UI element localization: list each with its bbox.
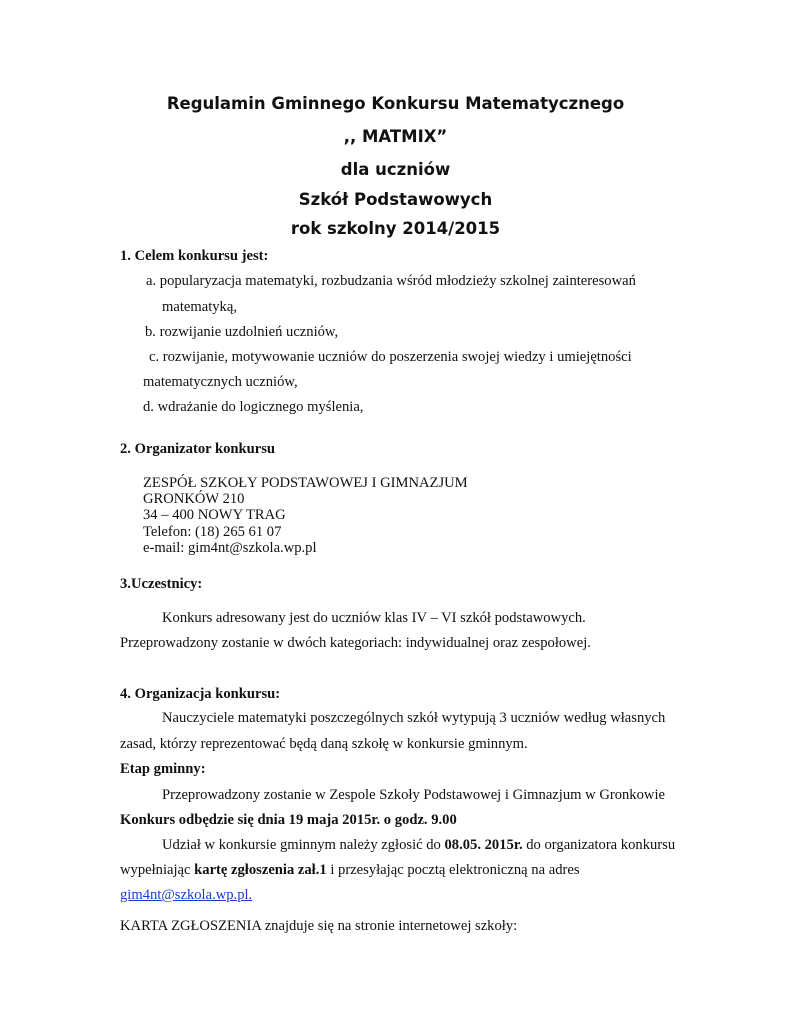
document-title-line-5: rok szkolny 2014/2015 [290,219,501,238]
section-1-item-a-continued: matematyką, [162,299,237,315]
organization-paragraph-line-2: zasad, którzy reprezentować będą daną szkołę w konkursie gminnym. [120,736,528,752]
signup-form-line [120,862,580,880]
section-3-heading: 3.Uczestnicy: [120,576,203,592]
section-1-item-d: d. wdrażanie do logicznego myślenia, [143,399,364,415]
contest-date-line: Konkurs odbędzie się dnia 19 maja 2015r. o godz. 9.00 [120,812,457,828]
organizer-email: e-mail: gim4nt@szkola.wp.pl [143,540,317,556]
stage-location-line: Przeprowadzony zostanie w Zespole Szkoły Podstawowej i Gimnazjum w Gronkowie [162,787,665,803]
signup-deadline-line [162,837,675,855]
participants-line-2: Przeprowadzony zostanie w dwóch kategoriach: indywidualnej oraz zespołowej. [120,635,591,651]
section-1-item-a: a. popularyzacja matematyki, rozbudzania wśród młodzieży szkolnej zainteresowań [146,273,636,289]
organizer-phone: Telefon: (18) 265 61 07 [143,524,282,540]
section-1-item-b: b. rozwijanie uzdolnień uczniów, [145,324,339,340]
section-2-heading: 2. Organizator konkursu [120,441,276,457]
stage-heading: Etap gminny: [120,761,206,777]
organizer-postal-code: 34 – 400 NOWY TRAG [143,507,286,523]
section-1-item-c: c. rozwijanie, motywowanie uczniów do poszerzenia swojej wiedzy i umiejętności [149,349,632,365]
document-title-line-4: Szkół Podstawowych [298,190,493,209]
document-title-line-3: dla uczniów [340,160,451,179]
organization-paragraph-line-1: Nauczyciele matematyki poszczególnych szkół wytypują 3 uczniów według własnych [162,710,666,726]
signup-form-name: kartę zgłoszenia zał.1 [194,862,327,878]
organizer-email-link[interactable]: gim4nt@szkola.wp.pl. [120,887,253,903]
document-title-line-1: Regulamin Gminnego Konkursu Matematycznego [166,94,625,113]
document-title-line-2: ,, MATMIX” [343,127,448,146]
signup-deadline-post: do organizatora konkursu [522,837,676,853]
organizer-address: GRONKÓW 210 [143,491,245,507]
signup-deadline-pre: Udział w konkursie gminnym należy zgłosić do [162,837,445,853]
signup-form-post: i przesyłając pocztą elektroniczną na adres [326,862,580,878]
signup-form-pre: wypełniając [120,862,195,878]
signup-deadline-date: 08.05. 2015r. [444,837,523,853]
participants-line-1: Konkurs adresowany jest do uczniów klas IV – VI szkół podstawowych. [162,610,586,626]
section-1-item-c-continued: matematycznych uczniów, [143,374,298,390]
organizer-name: ZESPÓŁ SZKOŁY PODSTAWOWEJ I GIMNAZJUM [143,475,468,491]
form-location-note: KARTA ZGŁOSZENIA znajduje się na stronie internetowej szkoły: [120,918,518,934]
section-1-heading: 1. Celem konkursu jest: [120,248,269,264]
section-4-heading: 4. Organizacja konkursu: [120,686,281,702]
